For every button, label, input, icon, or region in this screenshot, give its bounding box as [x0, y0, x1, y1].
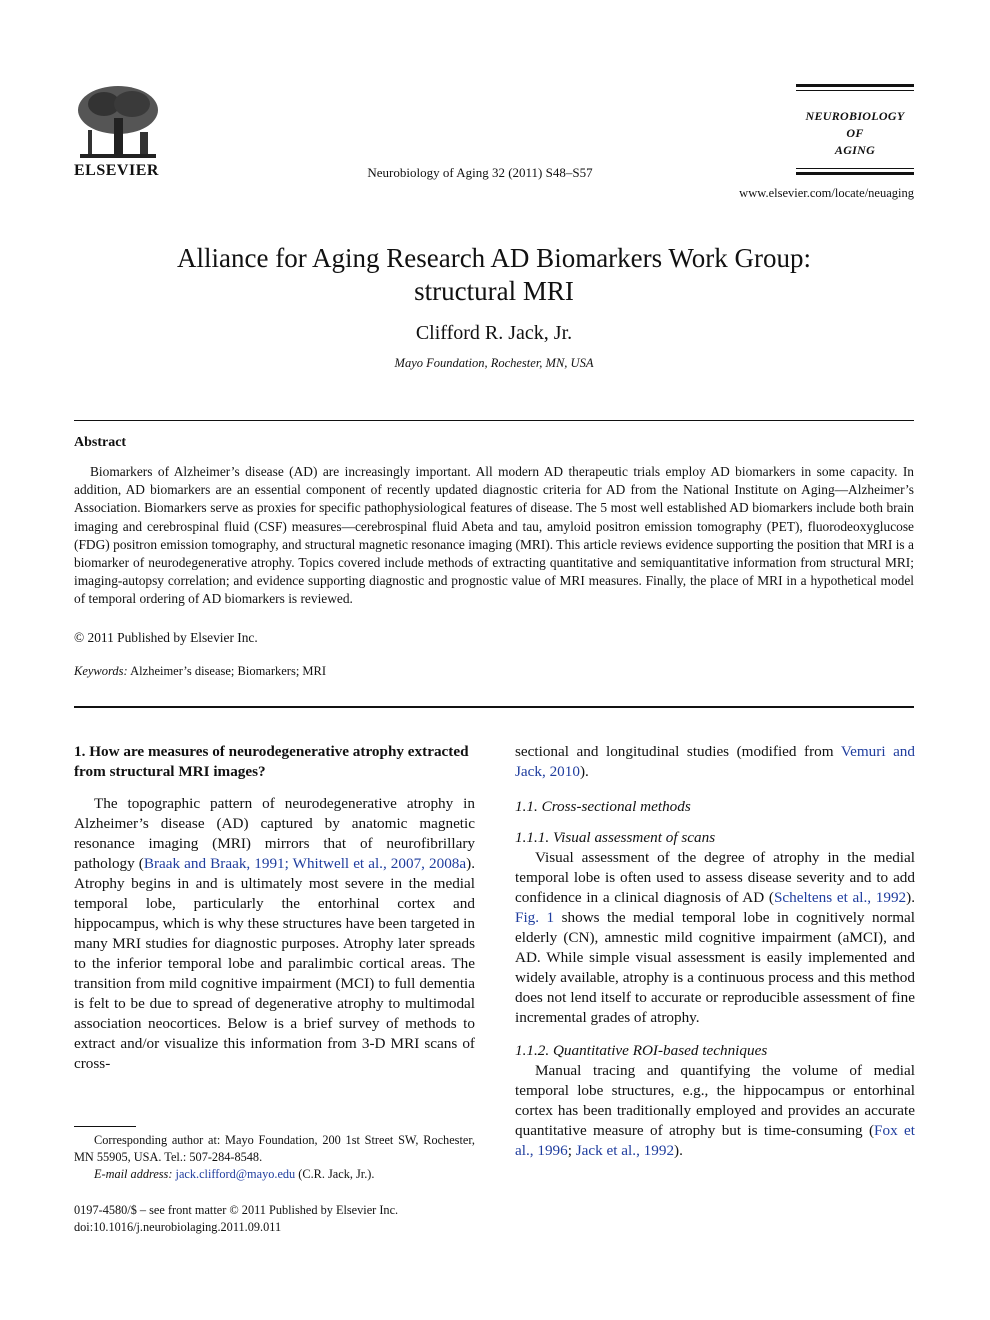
author-name: Clifford R. Jack, Jr. [415, 322, 573, 344]
title-line: structural MRI [414, 276, 574, 306]
citation-link[interactable]: Braak and Braak, 1991; Whitwell et al., 2007, 2008a [143, 855, 467, 872]
figure-link[interactable]: Fig. 1 [515, 909, 555, 926]
text-run: Visual assessment of the degree of atrophy in the medial temporal lobe is often used to assess disease severity and to add confidence in a clinical diagnosis of AD ( [515, 849, 915, 906]
elsevier-tree-logo-icon [74, 82, 162, 162]
subsection-1-1-heading: 1.1. Cross-sectional methods [515, 798, 691, 815]
citation-link[interactable]: Vemuri and Jack, 2010 [515, 743, 915, 780]
text-run: ). [674, 1142, 683, 1159]
journal-name-line: AGING [834, 143, 876, 157]
email-suffix: (C.R. Jack, Jr.). [295, 1167, 375, 1181]
keywords [74, 664, 326, 679]
journal-rule [796, 172, 914, 175]
title-line: Alliance for Aging Research AD Biomarkers Work Group: [177, 243, 811, 273]
journal-citation: Neurobiology of Aging 32 (2011) S48–S57 [367, 165, 593, 180]
abstract-top-rule [74, 420, 914, 421]
subsection-1-1-1-heading: 1.1.1. Visual assessment of scans [515, 829, 716, 846]
text-run: Manual tracing and quantifying the volume of medial temporal lobe structures, e.g., the hippocampus or entorhinal cortex has been traditionally employed and provides an accurate quantitative measure of atrophy but is time-consuming ( [515, 1062, 915, 1139]
text-run: ). [906, 889, 915, 906]
copyright-notice: © 2011 Published by Elsevier Inc. [74, 630, 258, 645]
citation-link[interactable]: Jack et al., 1992 [575, 1142, 675, 1159]
keywords-label: Keywords: [74, 664, 128, 678]
body-paragraph [515, 742, 915, 782]
doi-line: doi:10.1016/j.neurobiolaging.2011.09.011 [74, 1220, 282, 1234]
journal-url-link[interactable]: www.elsevier.com/locate/neuaging [739, 186, 914, 200]
journal-rule [796, 84, 914, 87]
body-paragraph [515, 848, 915, 1028]
text-run: The topographic pattern of neurodegenerative atrophy in Alzheimer’s disease (AD) captured by anatomic magnetic resonance imaging (MRI) mirrors that of neurofibrillary pathology ( [74, 795, 475, 872]
front-matter [74, 1202, 398, 1236]
keywords-list: Alzheimer’s disease; Biomarkers; MRI [130, 664, 327, 678]
text-run: ). [579, 763, 589, 780]
journal-rule [796, 90, 914, 91]
body-paragraph [515, 1061, 915, 1161]
email-note [74, 1166, 475, 1183]
footnote-rule [74, 1126, 136, 1127]
text-run: ; [567, 1142, 576, 1159]
journal-name-line: OF [846, 126, 864, 140]
email-label: E-mail address: [94, 1167, 173, 1181]
author-affiliation: Mayo Foundation, Rochester, MN, USA [394, 356, 594, 370]
text-run: ). Atrophy begins in and is ultimately most severe in the medial temporal lobe, particularly the entorhinal cortex and hippocampus, which is why these structures have been targeted in many MRI studies for diagnostic purposes. Atrophy later spreads to the inferior temporal lobe and paralimbic cortical areas. The transition from mild cognitive impairment (MCI) to full dementia is felt to be due to spread of degenerative atrophy to multimodal association neocortices. Below is a brief survey of methods to extract and/or visualize this information from 3-D MRI scans of cross- [74, 855, 475, 1072]
abstract-bottom-rule [74, 706, 914, 708]
right-column [515, 742, 915, 1161]
text-run: sectional and longitudinal studies (modified from [515, 743, 841, 760]
journal-rule [796, 168, 914, 169]
journal-name-line: NEUROBIOLOGY [805, 109, 905, 123]
body-paragraph [74, 794, 475, 1074]
text-run: shows the medial temporal lobe in cognitively normal elderly (CN), amnestic mild cognitive impairment (aMCI), and AD. While simple visual assessment is easily implemented and widely available, atrophy is a continuous process and this method does not lend itself to accurate or reproducible assessment of fine incremental grades of atrophy. [515, 909, 915, 1026]
email-link[interactable]: jack.clifford@mayo.edu [175, 1167, 296, 1181]
subsection-1-1-2-heading: 1.1.2. Quantitative ROI-based techniques [515, 1042, 768, 1059]
abstract-text: Biomarkers of Alzheimer’s disease (AD) are increasingly important. All modern AD therapeutic trials employ AD biomarkers in some capacity. In addition, AD biomarkers are an essential component of recently updated diagnostic criteria for AD from the National Institute on Aging—Alzheimer’s Association. Biomarkers serve as proxies for specific pathophysiological features of disease. The 5 most well established AD biomarkers include both brain imaging and cerebrospinal fluid (CSF) measures—cerebrospinal fluid Abeta and tau, amyloid positron emission tomography (PET), fluorodeoxyglucose (FDG) positron emission tomography, and structural magnetic resonance imaging (MRI). This article reviews evidence supporting the position that MRI is a biomarker of neurodegenerative atrophy. Topics covered include methods of extracting quantitative and semiquantitative information from structural MRI; imaging-autopsy correlation; and evidence supporting diagnostic and prognostic value of MRI measures. Finally, the place of MRI in a hypothetical model of temporal ordering of AD biomarkers is reviewed. [74, 464, 914, 607]
publisher-name: ELSEVIER [74, 162, 159, 179]
citation-link[interactable]: Fox et al., 1996 [515, 1122, 915, 1159]
journal-name [796, 108, 914, 159]
footnote [74, 1132, 475, 1183]
corresponding-author-note: Corresponding author at: Mayo Foundation, 200 1st Street SW, Rochester, MN 55905, USA. Tel.: 507-284-8548. [74, 1133, 475, 1164]
issn-line: 0197-4580/$ – see front matter © 2011 Published by Elsevier Inc. [74, 1203, 399, 1217]
abstract-heading: Abstract [74, 435, 127, 450]
left-column [74, 742, 475, 1074]
citation-link[interactable]: Scheltens et al., 1992 [773, 889, 907, 906]
section-1-heading: 1. How are measures of neurodegenerative atrophy extracted from structural MRI images? [74, 743, 469, 780]
article-title [74, 242, 914, 308]
